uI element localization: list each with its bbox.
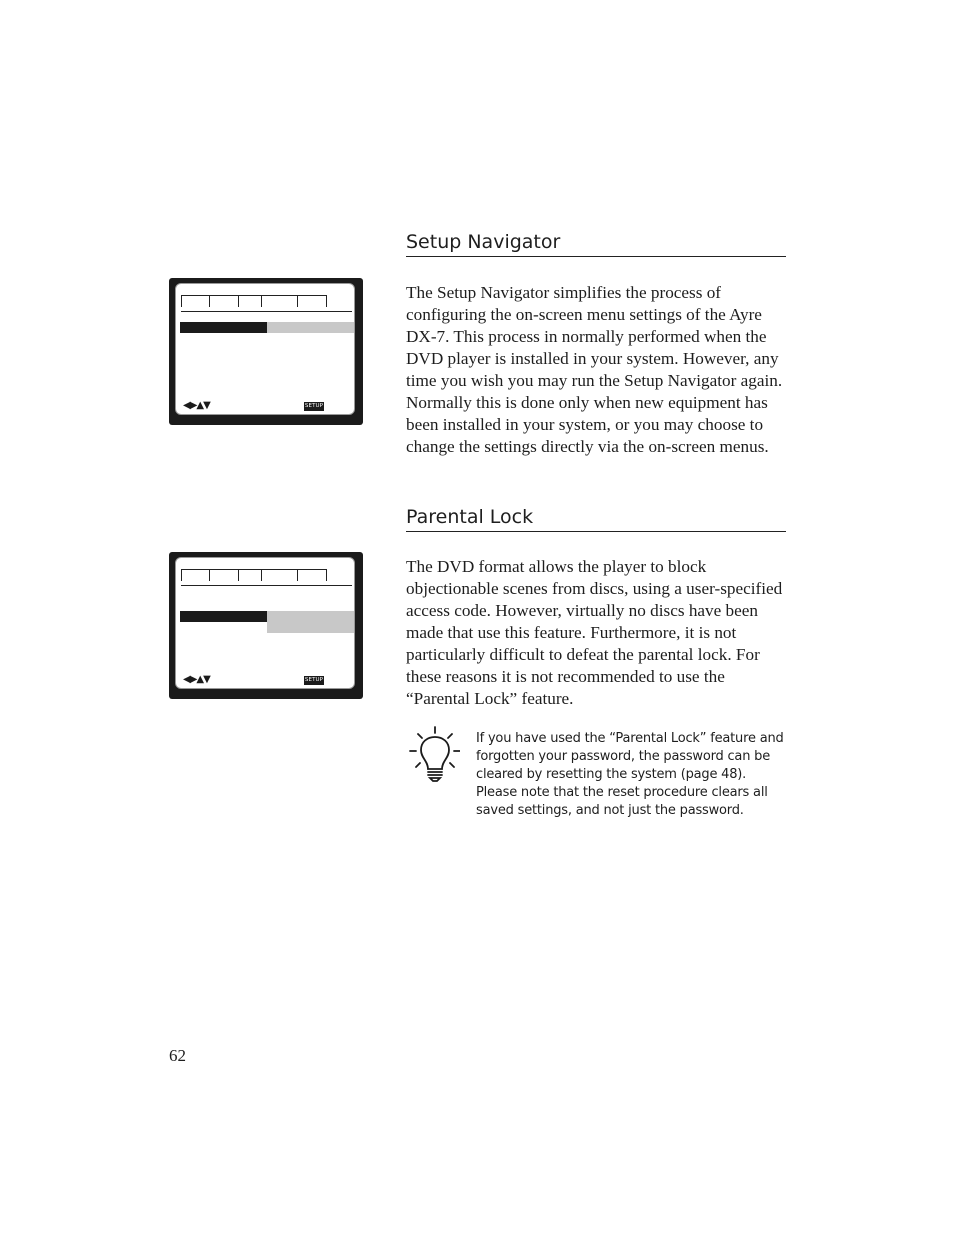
parental-lock-screen-illustration bbox=[169, 552, 363, 699]
menu-tab bbox=[238, 569, 262, 581]
menu-tab-active bbox=[297, 569, 327, 581]
arrow-keys-icon: ◀▶▲▼ bbox=[183, 400, 210, 411]
tab-divider bbox=[181, 311, 352, 312]
selected-item-bar bbox=[180, 611, 267, 622]
password-reset-tip: If you have used the “Parental Lock” feature and forgotten your password, the password can be cleared by resetting the system (page 48). Please note that the reset procedure clears all saved settings, and not just the password. bbox=[476, 731, 784, 818]
screen-display bbox=[175, 557, 355, 689]
option-bar bbox=[267, 611, 354, 633]
tab-divider bbox=[181, 585, 352, 586]
menu-tab bbox=[261, 569, 298, 581]
menu-tab bbox=[181, 295, 210, 307]
menu-tab bbox=[181, 569, 210, 581]
setup-button-icon: SETUP bbox=[304, 677, 324, 683]
setup-navigator-body: The Setup Navigator simplifies the process of configuring the on-screen menu settings of the Ayre DX-7. This process in normally performed when the DVD player is installed in your system. However, any time you wish you may run the Setup Navigator again. Normally this is done only when new equipment has been installed in your system, or you may choose to change the settings directly via the on-screen menus. bbox=[406, 283, 783, 456]
screen-display bbox=[175, 283, 355, 415]
page-number: 62 bbox=[169, 1046, 186, 1065]
arrow-keys-icon: ◀▶▲▼ bbox=[183, 674, 210, 685]
menu-tabs bbox=[181, 295, 354, 307]
setup-button-icon: SETUP bbox=[304, 403, 324, 409]
menu-tabs bbox=[181, 569, 354, 581]
setup-navigator-screen-illustration bbox=[169, 278, 363, 425]
lightbulb-icon bbox=[408, 725, 460, 783]
setup-navigator-heading: Setup Navigator bbox=[406, 230, 786, 257]
option-bar bbox=[267, 322, 354, 333]
menu-tab bbox=[261, 295, 298, 307]
menu-tab bbox=[209, 295, 239, 307]
selected-item-bar bbox=[180, 322, 267, 333]
menu-tab bbox=[209, 569, 239, 581]
parental-lock-heading: Parental Lock bbox=[406, 505, 786, 532]
menu-tab bbox=[238, 295, 262, 307]
menu-tab-active bbox=[297, 295, 327, 307]
parental-lock-body: The DVD format allows the player to block objectionable scenes from discs, using a user-specified access code. However, virtually no discs have been made that use this feature. Furthermore, it is not particularly difficult to defeat the parental lock. For these reasons it is not recommended to use the “Parental Lock” feature. bbox=[406, 557, 783, 708]
